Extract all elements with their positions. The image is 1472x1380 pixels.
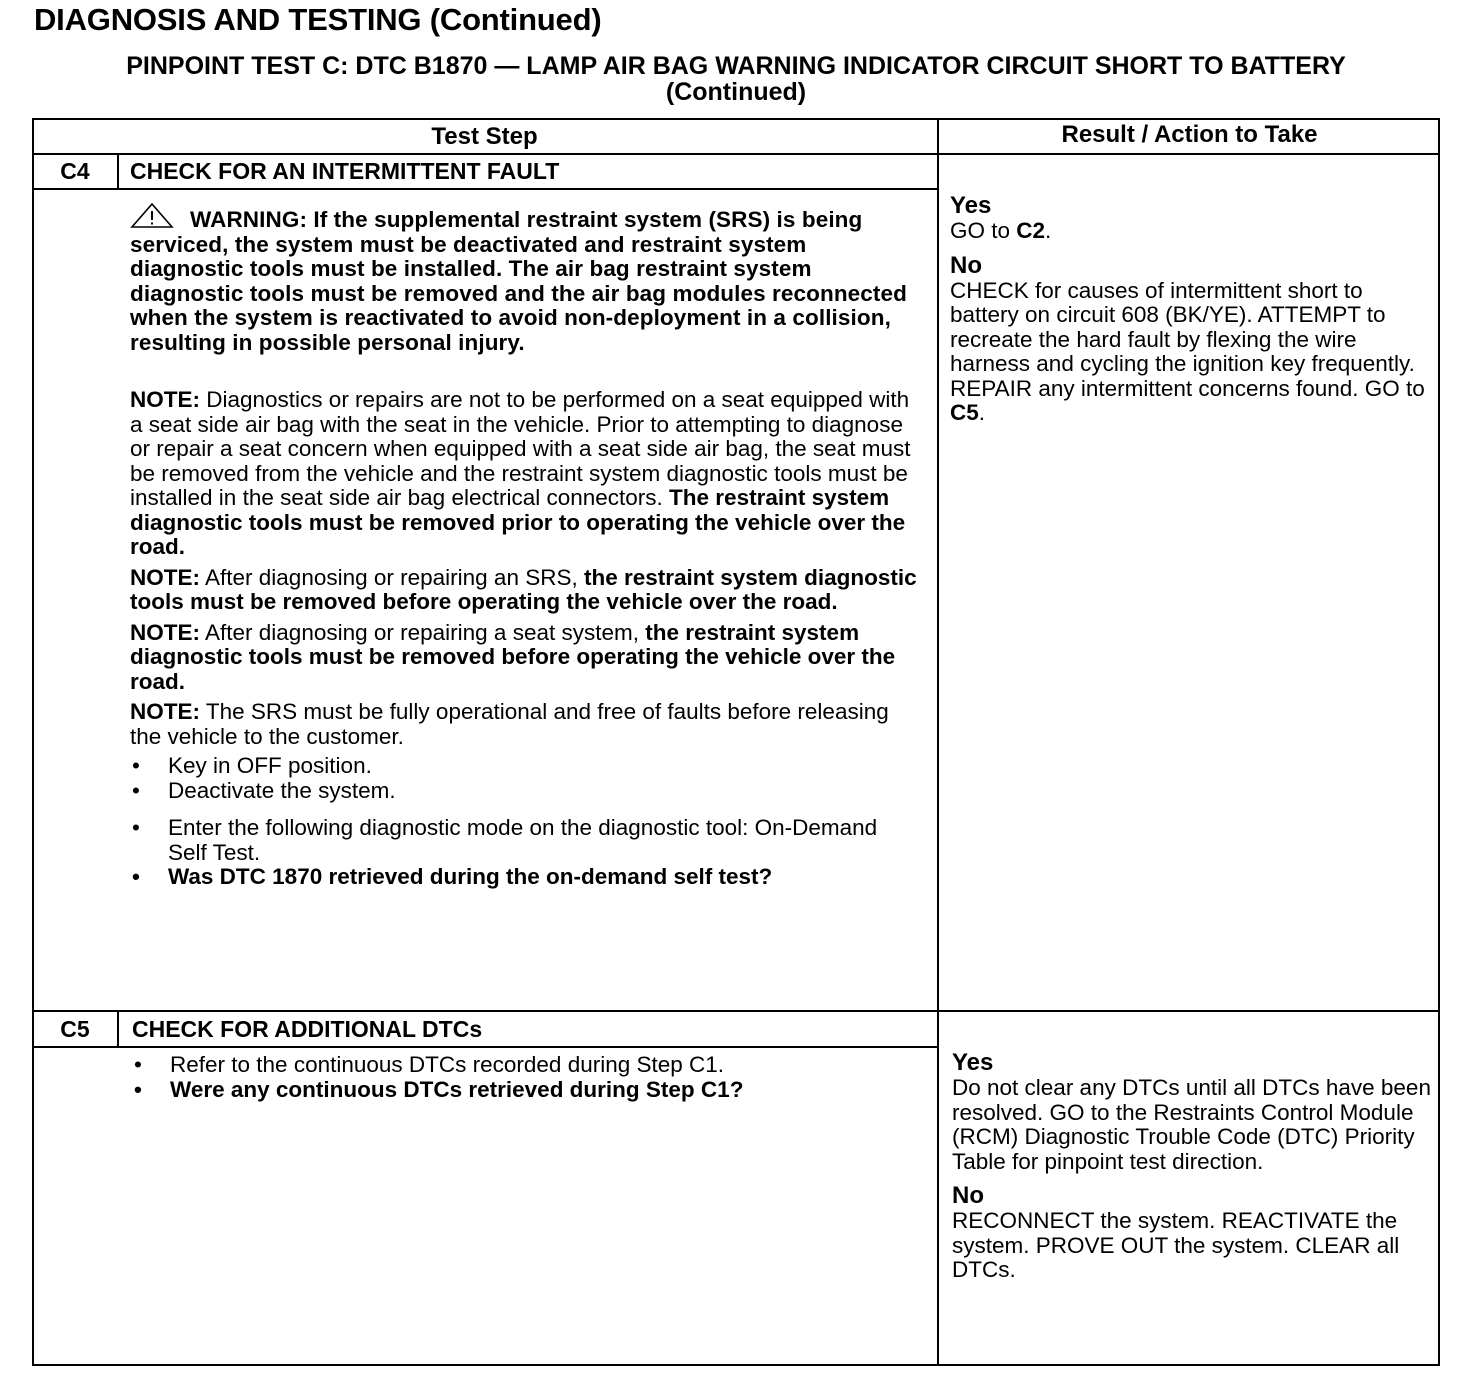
result-text: .	[1045, 218, 1052, 243]
c4-instructions	[130, 203, 920, 890]
step-title-c5: CHECK FOR ADDITIONAL DTCs	[132, 1016, 483, 1042]
pinpoint-test-title	[0, 53, 1472, 105]
warning-triangle-icon	[130, 203, 174, 229]
list-item: • Key in OFF position.	[130, 754, 920, 779]
list-item: • Refer to the continuous DTCs recorded during Step C1.	[132, 1053, 922, 1078]
step-id-c4: C4	[60, 158, 90, 184]
note-srs-operational	[130, 700, 920, 749]
c5-result	[952, 1050, 1438, 1283]
note-bold-text: The restraint system diagnostic tools must be removed prior to operating the vehicle over the road.	[130, 485, 906, 559]
note-label: NOTE:	[130, 699, 200, 724]
pinpoint-test-title-line: PINPOINT TEST C: DTC B1870 — LAMP AIR BAG WARNING INDICATOR CIRCUIT SHORT TO BATTERY	[126, 52, 1346, 80]
result-yes-text	[950, 219, 1430, 244]
result-no-text	[950, 279, 1430, 426]
header-result-action: Result / Action to Take	[1061, 121, 1318, 148]
note-bold-text: the restraint system diagnostic tools must be removed before operating the vehicle over the road.	[130, 564, 917, 614]
result-text: CHECK for causes of intermittent short to battery on circuit 608 (BK/YE). ATTEMPT to recreate the hard fault by flexing the wire harness and cycling the ignition key frequently. REPAIR any intermittent concerns found. GO to	[950, 277, 1425, 401]
note-seat-side-airbag	[130, 388, 920, 560]
result-yes-label: Yes	[952, 1049, 994, 1076]
pinpoint-test-continued: (Continued)	[665, 78, 807, 106]
list-item: • Enter the following diagnostic mode on the diagnostic tool: On-Demand Self Test.	[130, 816, 920, 865]
result-text: GO to	[950, 218, 1017, 243]
step-separator-rule	[32, 1010, 1440, 1012]
result-no-label: No	[952, 1182, 984, 1209]
warning-paragraph	[130, 203, 920, 355]
c4-id-divider	[117, 153, 119, 189]
result-no-label: No	[950, 251, 982, 279]
c5-id-divider	[117, 1010, 119, 1047]
column-divider	[937, 118, 939, 1366]
step-id-c5: C5	[60, 1016, 90, 1042]
header-test-step: Test Step	[431, 123, 538, 150]
step-reference: C2	[1016, 218, 1046, 243]
c4-bullet-list-2	[130, 816, 920, 890]
note-label: NOTE:	[130, 564, 200, 590]
header-rule	[32, 153, 1440, 155]
c4-bullet-list	[130, 754, 920, 803]
list-item-question: • Were any continuous DTCs retrieved during Step C1?	[132, 1078, 922, 1103]
c5-title-rule	[32, 1046, 937, 1048]
note-text: After diagnosing or repairing a seat system,	[200, 619, 646, 645]
c4-title-rule	[32, 188, 937, 190]
note-bold-text: the restraint system diagnostic tools must be removed before operating the vehicle over the road.	[130, 619, 896, 694]
list-item-question: • Was DTC 1870 retrieved during the on-demand self test?	[130, 865, 920, 890]
note-text: Diagnostics or repairs are not to be performed on a seat equipped with a seat side air bag with the seat in the vehicle. Prior to attempting to diagnose or repair a seat concern when equipped with a seat side air bag, the seat must be removed from the vehicle and the restraint system diagnostic tools must be installed in the seat side air bag electrical connectors.	[130, 387, 911, 510]
result-no-text: RECONNECT the system. REACTIVATE the system. PROVE OUT the system. CLEAR all DTCs.	[952, 1208, 1400, 1282]
c4-result	[950, 193, 1430, 426]
result-text: .	[978, 400, 986, 425]
note-label: NOTE:	[130, 619, 200, 645]
note-text: The SRS must be fully operational and free of faults before releasing the vehicle to the customer.	[130, 699, 889, 749]
result-yes-text: Do not clear any DTCs until all DTCs have been resolved. GO to the Restraints Control Module (RCM) Diagnostic Trouble Code (DTC) Priority Table for pinpoint test direction.	[952, 1075, 1431, 1174]
step-title-c4: CHECK FOR AN INTERMITTENT FAULT	[130, 158, 560, 184]
list-item: • Deactivate the system.	[130, 779, 920, 804]
step-reference: C5	[950, 400, 979, 425]
warning-text: WARNING: If the supplemental restraint system (SRS) is being serviced, the system must be deactivated and restraint system diagnostic tools must be installed. The air bag restraint system diagnostic tools must be removed and the air bag modules reconnected when the system is reactivated to avoid non-deployment in a collision, resulting in possible personal injury.	[130, 207, 907, 355]
c5-instructions	[132, 1053, 922, 1102]
note-label: NOTE:	[130, 387, 200, 412]
page-title: DIAGNOSIS AND TESTING (Continued)	[34, 2, 602, 37]
note-after-seat-system	[130, 621, 920, 695]
result-yes-label: Yes	[950, 192, 992, 219]
c5-bullet-list	[132, 1053, 922, 1102]
note-after-srs	[130, 566, 920, 615]
note-text: After diagnosing or repairing an SRS,	[200, 564, 584, 590]
